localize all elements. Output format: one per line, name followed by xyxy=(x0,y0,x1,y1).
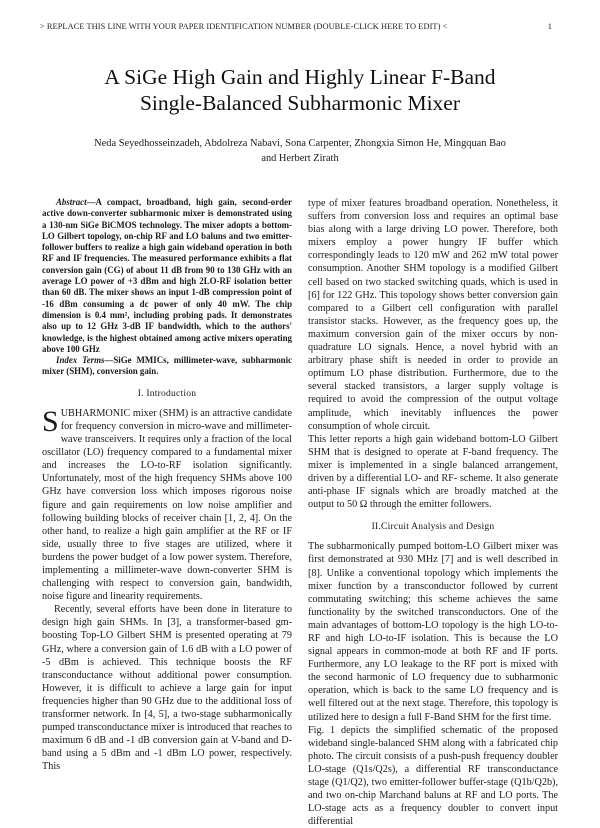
page-number: 1 xyxy=(547,22,552,31)
intro-paragraph-4: This letter reports a high gain wideband bottom-LO Gilbert SHM that is designed to operate at F-band frequency. The mixer is implemented in a single balanced arrangement, driven by a differential LO- and RF- scheme. It also generate anti-phase IF signals which are broadly matched at the output to 50 Ω through the emitter followers. xyxy=(308,433,558,511)
analysis-paragraph-1: The subharmonically pumped bottom-LO Gilbert mixer was first demonstrated at 930 MHz [7] and is well described in [8]. Unlike a conventional topology which implements the mixer function by a transconductor followed by current commutating switching; this scheme achieves the same functionality by the switched transconductors. One of the main advantages of bottom-LO topology is the high LO-to-RF and high LO-to-IF isolation. This is because the LO signal appears in common-mode at both RF and IF ports. Furthermore, any LO leakage to the RF port is mixed with the second harmonic of LO frequency due to subharmonic operation, which is back to the same LO frequency and is well filtered out at the next stage. Therefore, this topology is utilized here to design a full F-Band SHM for the first time. xyxy=(308,541,558,723)
abstract-label: Abstract xyxy=(56,197,87,207)
header-instruction[interactable]: > REPLACE THIS LINE WITH YOUR PAPER IDENTIFICATION NUMBER (DOUBLE-CLICK HERE TO EDIT) < xyxy=(40,22,448,31)
intro-paragraph-3: type of mixer features broadband operation. Nonetheless, it suffers from conversion loss and requires an optimal base bias along with a large driving LO power. Therefore, both mixers employ a power hungry IF buffer which correspondingly leads to 120 mW and 262 mW total power consumption. Another SHM topology is a modified Gilbert cell based on two stacked switching quads, which is used in [6] for 122 GHz. This topology shows better conversion gain compared to a Gilbert cell configuration with parallel transistor stacks. However, as the frequency goes up, the maximum conversion gain of the mixer occurs by non-quadrature LO signals. Hence, a novel hybrid with an arbitrary phase shift is needed in order to provide an optimum LO phase distribution. Furthermore, due to the several stacked transistors, a larger supply voltage is required to avoid the compression of the output voltage amplitude, which inevitably influences the power consumption of whole circuit. xyxy=(308,198,558,432)
intro-paragraph-1-text: UBHARMONIC mixer (SHM) is an attractive candidate for frequency conversion in micro-wave and millimeter-wave transceivers. It requires only a fraction of the local oscillator (LO) frequency compared to a fundamental mixer and increases the LO-to-RF isolation significantly. Unfortunately, most of the high frequency SHMs above 100 GHz have conversion loss which imposes rigorous noise figure and gain requirements on low noise amplifier and following building blocks of receiver chain [1, 2, 4]. On the other hand, to realize a high gain amplifier at the RF or IF side, usually three to five stages are utilized, where it burdens the power budget of a low power system. Therefore, implementing a millimeter-wave down-converter SHM is challenging with respect to conversion gain, bandwidth, noise figure and linearity requirements. xyxy=(42,407,292,603)
right-column xyxy=(308,197,558,828)
title-line-2: Single-Balanced Subharmonic Mixer xyxy=(139,91,461,115)
index-terms-text: —SiGe MMICs, millimeter-wave, subharmonic mixer (SHM), conversion gain. xyxy=(42,355,292,377)
authors-line-2: and Herbert Zirath xyxy=(261,153,339,164)
index-terms-label: Index Terms xyxy=(56,355,105,366)
left-column xyxy=(42,197,292,773)
intro-paragraph-2: Recently, several efforts have been done in literature to design high gain SHMs. In [3], a transformer-based gm-boosting Top-LO Gilbert SHM is presented operating at 79 GHz, where a conversion gain of 1.6 dB with a LO power of -5 dBm is achieved. This technique boosts the RF transconductance without additional power consumption. However, it is difficult to achieve a large gain for input frequencies higher than 90 GHz due to the additional loss of transformer network. In [4, 5], a two-stage subharmonically pumped transconductance mixer is introduced that reaches to maximum 6 dB and -1 dB conversion gain at V-band and D-band using a 5 dBm and -1 dBm LO power, respectively. This xyxy=(42,604,292,773)
page-header xyxy=(40,22,560,31)
author-list xyxy=(70,136,530,166)
abstract-text: —A compact, broadband, high gain, second-order active down-converter subharmonic mixer is demonstrated using a 130-nm SiGe BiCMOS technology. The mixer adopts a bottom-LO Gilbert topology, on-chip RF and LO baluns and two emitter-follower buffers to realize a high gain wideband operation in both RF and IF frequencies. The measured performance exhibits a flat conversion gain (CG) of about 11 dB from 90 to 130 GHz with an average LO power of +3 dBm and high 2LO-RF isolation better than 60 dB. The mixer shows an input 1-dB compression point of -16 dBm consuming a dc power of only 40 mW. The chip dimension is 0.4 mm², including probing pads. It demonstrates also up to 12 GHz 3-dB IF bandwidth, which to the authors' knowledge, is the highest obtained among active mixers operating above 100 GHz xyxy=(42,197,292,354)
intro-paragraph-1 xyxy=(42,404,292,603)
analysis-paragraph-2: Fig. 1 depicts the simplified schematic of the proposed wideband single-balanced SHM along with a fabricated chip photo. The circuit consists of a push-push frequency doubler LO-stage (Q1s/Q2s), a differential RF transconductance stage (Q1/Q2), two emitter-follower buffer-stage (Q1b/Q2b), and two on-chip Marchand baluns at RF and LO ports. The LO-stage acts as a frequency doubler to convert input differential xyxy=(308,724,558,828)
drop-cap: S xyxy=(42,404,59,438)
authors-line-1: Neda Seyedhosseinzadeh, Abdolreza Nabavi, Sona Carpenter, Zhongxia Simon He, Mingquan Bao xyxy=(94,138,506,149)
abstract xyxy=(42,197,292,355)
index-terms xyxy=(42,355,292,378)
paper-title xyxy=(40,64,560,116)
section-title-introduction: I. Introduction xyxy=(137,387,197,399)
title-line-1: A SiGe High Gain and Highly Linear F-Band xyxy=(104,65,496,89)
section-title-circuit-analysis: II.Circuit Analysis and Design xyxy=(371,521,495,533)
